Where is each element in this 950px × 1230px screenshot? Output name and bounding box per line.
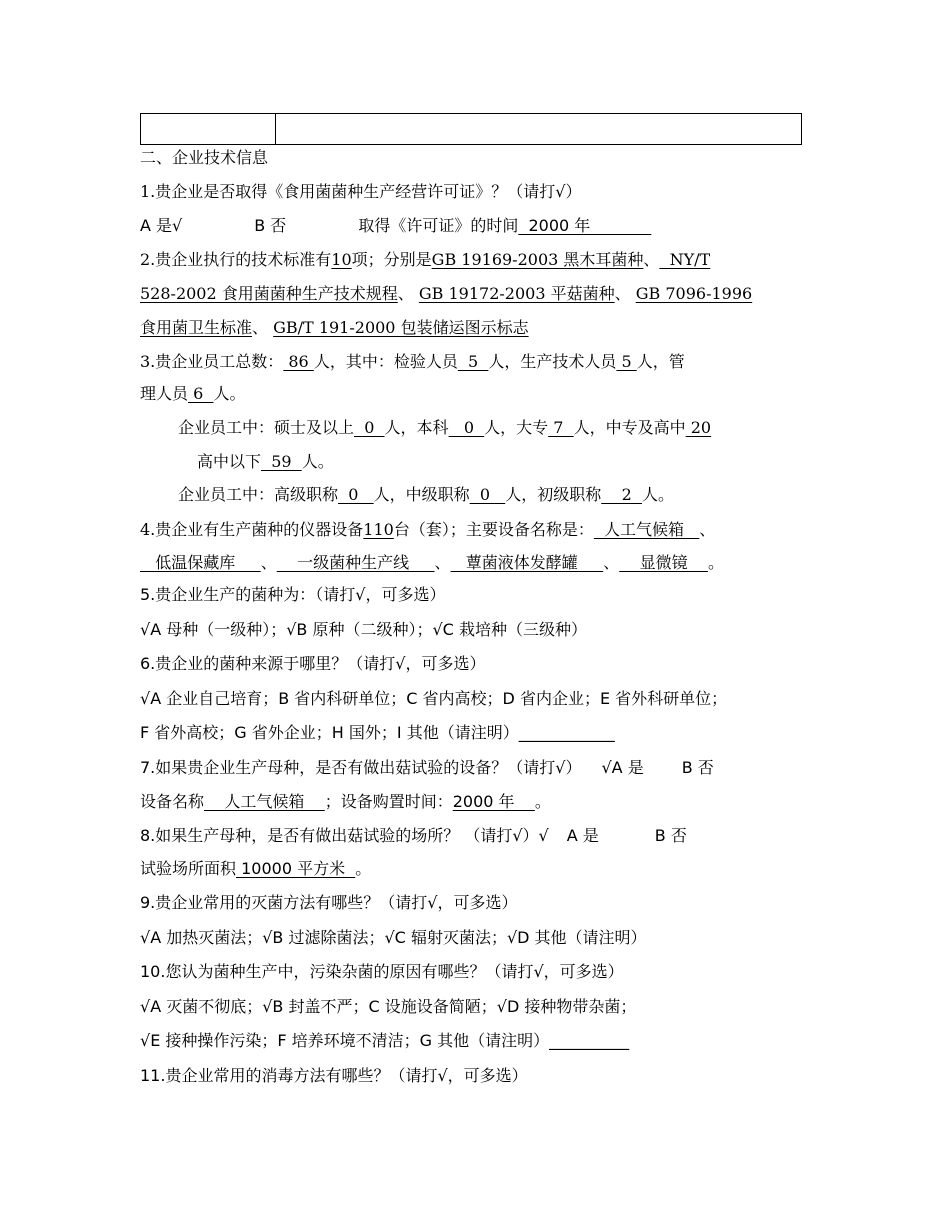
q3-label-total: 3.贵企业员工总数： bbox=[140, 352, 284, 371]
q3-label-bachelors: 人，本科 bbox=[384, 418, 449, 437]
q3-label-highschool: 人，中专及高中 bbox=[573, 418, 686, 437]
q3-label-senior: 企业员工中：高级职称 bbox=[178, 485, 339, 504]
q2-line2 bbox=[140, 284, 752, 304]
q3-below-hs: 59 bbox=[261, 452, 302, 471]
q6-question: 6.贵企业的菌种来源于哪里？（请打√，可多选） bbox=[140, 654, 486, 673]
q2-sep-2: 、 bbox=[397, 284, 414, 303]
q6-options-1: √A 企业自己培育；B 省内科研单位；C 省内高校；D 省内企业；E 省外科研单位； bbox=[140, 689, 728, 708]
q1-time-value: 2000 年 bbox=[518, 216, 652, 235]
q7-device-label: 设备名称 bbox=[140, 792, 205, 811]
q7-option-a: √A 是 bbox=[601, 758, 644, 777]
table-column-divider bbox=[275, 114, 276, 144]
q3-label-managers-2: 理人员 bbox=[140, 384, 189, 403]
section-title: 二、企业技术信息 bbox=[140, 148, 269, 167]
q4-label-devices: 台（套）；主要设备名称是： bbox=[393, 520, 594, 539]
q3-highschool: 20 bbox=[685, 418, 712, 437]
q8-option-b: B 否 bbox=[654, 826, 687, 845]
q3-end: 人。 bbox=[213, 384, 246, 403]
q4-sep-2: 、 bbox=[260, 553, 277, 572]
q3-label-junior: 人，初级职称 bbox=[505, 485, 602, 504]
q10-options-1: √A 灭菌不彻底；√B 封盖不严；C 设施设备简陋；√D 接种物带杂菌； bbox=[140, 997, 637, 1016]
q3-middle: 0 bbox=[469, 485, 506, 504]
q3-label-technicians: 人，生产技术人员 bbox=[488, 352, 617, 371]
q3-edu-end: 人。 bbox=[301, 452, 334, 471]
q3-label-college: 人，大专 bbox=[484, 418, 549, 437]
q1-question: 1.贵企业是否取得《食用菌菌种生产经营许可证》？（请打√） bbox=[140, 182, 582, 201]
q7-time-value: 2000 年 bbox=[452, 792, 535, 811]
q3-education-line bbox=[178, 418, 711, 438]
q1-answer-line bbox=[140, 216, 651, 236]
q1-option-b: B 否 bbox=[254, 216, 287, 235]
q3-masters: 0 bbox=[354, 418, 385, 437]
q2-standard-4a: GB 7096-1996 bbox=[635, 284, 753, 303]
q3-junior: 2 bbox=[601, 485, 642, 504]
q3-line1 bbox=[140, 352, 685, 372]
q3-label-masters: 企业员工中：硕士及以上 bbox=[178, 418, 355, 437]
q2-standard-2b: 528-2002 食用菌菌种生产技术规程 bbox=[140, 284, 398, 303]
q2-standard-4b: 食用菌卫生标准 bbox=[140, 318, 253, 337]
q7-option-b: B 否 bbox=[681, 758, 714, 777]
q9-options: √A 加热灭菌法；√B 过滤除菌法；√C 辐射灭菌法；√D 其他（请注明） bbox=[140, 928, 647, 947]
q3-college: 7 bbox=[548, 418, 574, 437]
q3-senior: 0 bbox=[338, 485, 374, 504]
q8-area-label: 试验场所面积 bbox=[140, 859, 237, 878]
q11-question: 11.贵企业常用的消毒方法有哪些？（请打√，可多选） bbox=[140, 1066, 528, 1085]
q3-title-line bbox=[178, 485, 674, 505]
q2-standard-2a: NY/T bbox=[659, 250, 711, 269]
q3-total: 86 bbox=[283, 352, 314, 371]
q7-end: 。 bbox=[534, 792, 551, 811]
q5-options: √A 母种（一级种）；√B 原种（二级种）；√C 栽培种（三级种） bbox=[140, 620, 587, 639]
q4-label-count: 4.贵企业有生产菌种的仪器设备 bbox=[140, 520, 364, 539]
q7-line1 bbox=[140, 758, 714, 778]
q3-label-middle: 人，中级职称 bbox=[373, 485, 470, 504]
q5-question: 5.贵企业生产的菌种为：（请打√，可多选） bbox=[140, 585, 446, 604]
q7-line2 bbox=[140, 792, 551, 812]
q3-label-below-hs: 高中以下 bbox=[197, 452, 262, 471]
q3-line2 bbox=[140, 384, 245, 404]
q2-sep-3: 、 bbox=[614, 284, 631, 303]
q4-sep-4: 、 bbox=[603, 553, 620, 572]
q3-managers: 6 bbox=[188, 384, 214, 403]
q3-label-inspectors: 人，其中：检验人员 bbox=[313, 352, 458, 371]
q8-line2 bbox=[140, 859, 371, 879]
q2-line1 bbox=[140, 250, 710, 270]
q7-device-value: 人工气候箱 bbox=[204, 792, 325, 811]
q3-education-line2 bbox=[197, 452, 334, 472]
q4-device-2: 低温保藏库 bbox=[140, 553, 261, 572]
q8-end: 。 bbox=[355, 859, 372, 878]
q6-options-2: F 省外高校；G 省外企业；H 国外；I 其他（请注明）____________ bbox=[140, 723, 615, 742]
q8-area-value: 10000 平方米 bbox=[236, 859, 356, 878]
q3-label-managers: 人，管 bbox=[636, 352, 685, 371]
q4-count: 110 bbox=[363, 520, 394, 539]
q10-question: 10.您认为菌种生产中，污染杂菌的原因有哪些？（请打√，可多选） bbox=[140, 962, 624, 981]
q4-line1 bbox=[140, 520, 715, 540]
q7-time-label: ；设备购置时间： bbox=[324, 792, 453, 811]
q4-sep-1: 、 bbox=[699, 520, 716, 539]
q2-line3 bbox=[140, 318, 529, 338]
q9-question: 9.贵企业常用的灭菌方法有哪些？（请打√，可多选） bbox=[140, 893, 518, 912]
top-table bbox=[140, 113, 802, 145]
q10-options-2: √E 接种操作污染；F 培养环境不清洁；G 其他（请注明）__________ bbox=[140, 1031, 630, 1050]
q8-line1 bbox=[140, 826, 687, 846]
q8-question: 8.如果生产母种，是否有做出菇试验的场所？ （请打√）√ bbox=[140, 826, 549, 845]
q4-sep-3: 、 bbox=[434, 553, 451, 572]
q2-standard-3: GB 19172-2003 平菇菌种 bbox=[418, 284, 615, 303]
q7-question: 7.如果贵企业生产母种，是否有做出菇试验的设备？（请打√） bbox=[140, 758, 582, 777]
q4-device-5: 显微镜 bbox=[619, 553, 708, 572]
q2-standard-5: GB/T 191-2000 包装储运图示标志 bbox=[273, 318, 529, 337]
q1-time-label: 取得《许可证》的时间 bbox=[358, 216, 519, 235]
q3-technicians: 5 bbox=[616, 352, 637, 371]
q3-title-end: 人。 bbox=[641, 485, 674, 504]
q1-option-a: A 是√ bbox=[140, 216, 183, 235]
q4-line2 bbox=[140, 553, 724, 573]
q4-end: 。 bbox=[707, 553, 724, 572]
q3-inspectors: 5 bbox=[457, 352, 489, 371]
q2-prefix: 2.贵企业执行的技术标准有 bbox=[140, 250, 332, 269]
q2-sep-1: 、 bbox=[643, 250, 660, 269]
q2-count: 10 bbox=[331, 250, 352, 269]
q2-mid: 项；分别是 bbox=[351, 250, 432, 269]
q4-device-3: 一级菌种生产线 bbox=[276, 553, 435, 572]
q8-option-a: A 是 bbox=[566, 826, 599, 845]
q2-sep-4: 、 bbox=[252, 318, 269, 337]
q4-device-4: 蕈菌液体发酵罐 bbox=[450, 553, 604, 572]
q4-device-1: 人工气候箱 bbox=[593, 520, 700, 539]
q3-bachelors: 0 bbox=[448, 418, 485, 437]
q2-standard-1: GB 19169-2003 黑木耳菌种 bbox=[431, 250, 644, 269]
